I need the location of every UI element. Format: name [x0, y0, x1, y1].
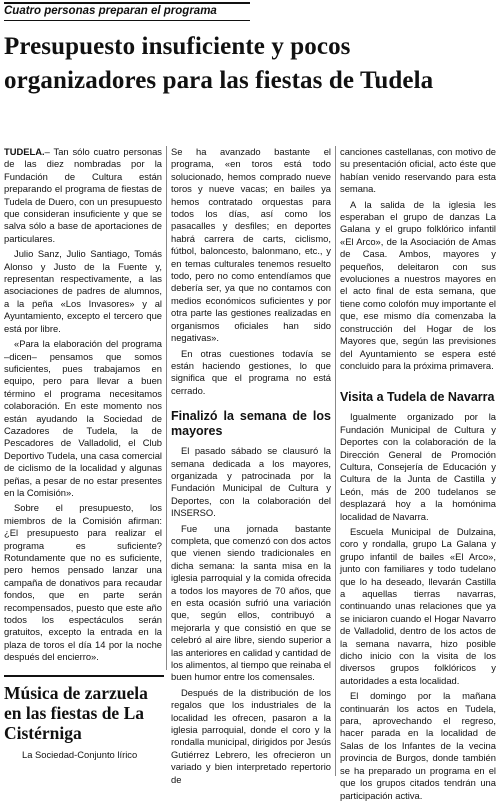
paragraph: El domingo por la mañana continuarán los actos en Tudela, para, aprovechando el regreso, hacer parada en la localidad de Salas de los Infantes de la vecina provincia de Burgos, donde también se ha preparado un programa en el que los grupos citados tendrán una participación activa. [340, 690, 496, 801]
paragraph: canciones castellanas, con motivo de su presentación oficial, acto éste que habían venido reservando para esta semana. [340, 146, 496, 195]
sidebar-article [4, 675, 164, 797]
paragraph: Julio Sanz, Julio Santiago, Tomás Alonso y Justo de la Fuente y, representan respectivamente, a las asociaciones de padres de alumnos, a la peña «Los Invasores» y al Ayuntamiento, excepto el tercero que está por libre. [4, 248, 162, 334]
paragraph: «Para la elaboración del programa –dicen– pensamos que somos suficientes, pues trabajamos en equipo, pero para llevar a buen término el programa necesitamos colaboración. En este momento nos están ayudando la Sociedad de Cazadores de Tudela, la de Pescadores de Valladolid, el Club Deportivo Tudela, una casa comercial de ciclismo de la localidad y algunas peñas, a pesar de no estar presentes en la Comisión». [4, 338, 162, 498]
paragraph [4, 146, 162, 245]
paragraph: Igualmente organizado por la Fundación Municipal de Cultura y Deportes con la colaboración de la Dirección General de Promoción Cultura, Consejería de Educación y Cultura de la Junta de Castilla y León, más de 200 tudelanos se desplazará hoy a la homónima localidad de Navarra. [340, 411, 496, 522]
paragraph-text: – Tan sólo cuatro personas de las diez nombradas por la Fundación de Cultura están preparando el programa de fiestas de Tudela de Duero, con un presupuesto que consideran insuficiente y que se salva sólo a base de aportaciones de particulares. [4, 146, 162, 244]
sidebar-body: La Sociedad-Conjunto lírico [22, 749, 138, 760]
article-column-3 [340, 146, 496, 805]
sidebar-headline: Música de zarzuela en las fiestas de La Cistérniga [4, 683, 148, 743]
paragraph: Después de la distribución de los regalos que los industriales de la localidad les ofrecen, pasaron a la iglesia parroquial, donde el coro y la rondalla municipal, dirigidos por Jesús Gutiérrez Lebrero, les ofrecieron un variado y bien interpretado repertorio de [171, 686, 331, 785]
section-kicker: Cuatro personas preparan el programa [4, 2, 250, 21]
article-column-2 [171, 146, 331, 789]
article-column-1 [4, 146, 162, 667]
paragraph: Escuela Municipal de Dulzaina, coro y rondalla, grupo La Galana y grupo infantil de bailes «El Arco», junto con familiares y todo tudelano que lo ha deseado, llevarán Castilla a aquellas tierras navarras, continuando unas relaciones que ya se iniciaron cuando el Hogar Navarro de Valladolid, dentro de los actos de la semana navarra, hizo posible dicho inicio con la visita de los diversos grupos folklóricos y autoridades a esta localidad. [340, 525, 496, 686]
section-subhead: Finalizó la semana de los mayores [171, 409, 331, 439]
dateline: TUDELA. [4, 146, 45, 157]
article-headline: Presupuesto insuficiente y pocos organizadores para las fiestas de Tudela [4, 33, 434, 94]
paragraph: A la salida de la iglesia les esperaban el grupo de danzas La Galana y el grupo folklórico infantil «El Arco», de la Asociación de Amas de Casa. Ambos, mayores y pequeños, deleitaron con sus evoluciones a nuestros mayores en el acto final de esta semana, que tiene como colofón muy importante el que, ese mismo día comenzaba la construcción del Hogar de los Mayores que, según las previsiones del Ayuntamiento se espera esté concluido para la próxima primavera. [340, 198, 496, 371]
paragraph: En otras cuestiones todavía se están haciendo gestiones, lo que significa que el programa no está cerrado. [171, 347, 331, 396]
paragraph: Fue una jornada bastante completa, que comenzó con dos actos que vienen siendo tradicionales en dicha semana: la santa misa en la iglesia parroquial y la comida ofrecida a todos los mayores de 70 años, que en esta ocasión sufrió una variación que, según ellos, contribuyó a mejorarla y que consistió en que se celebró al aire libre, siendo superior a las anteriores en calidad y cantidad de los alimentos, al tiempo que reinaba el buen humor entre los comensales. [171, 522, 331, 683]
column-divider [335, 146, 336, 776]
paragraph: El pasado sábado se clausuró la semana dedicada a los mayores, organizada y patrocinada por la Fundación Municipal de Cultura y Deportes, con la colaboración del INSERSO. [171, 445, 331, 519]
column-divider [166, 146, 167, 670]
section-subhead: Visita a Tudela de Navarra [340, 390, 495, 405]
paragraph: Sobre el presupuesto, los miembros de la Comisión afirman: ¿El presupuesto para realizar el programa es suficiente? Rotundamente que no es suficiente, pero hemos pensado lanzar una campaña de donativos para recaudar fondos, que en parte serán recompensados, puesto que este año todos los espectáculos serán gratuitos, excepto la entrada en la plaza de toros el día 14 por la noche después del encierro». [4, 502, 162, 663]
paragraph: Se ha avanzado bastante el programa, «en toros está todo solucionado, hemos comprado nueve toros y nueve vacas; en bailes ya hemos contratado orquestas para todos los días, así como los pasacalles y desfiles; en deportes habrá carrera de carts, ciclismo, fútbol, baloncesto, balonmano, etc., y en temas culturales tenemos resuelto todo, pero no como entendíamos que debería ser, ya que no contamos con medios económicos suficientes y por otra parte las gestiones realizadas en organismos oficiales han sido negativas». [171, 146, 331, 344]
